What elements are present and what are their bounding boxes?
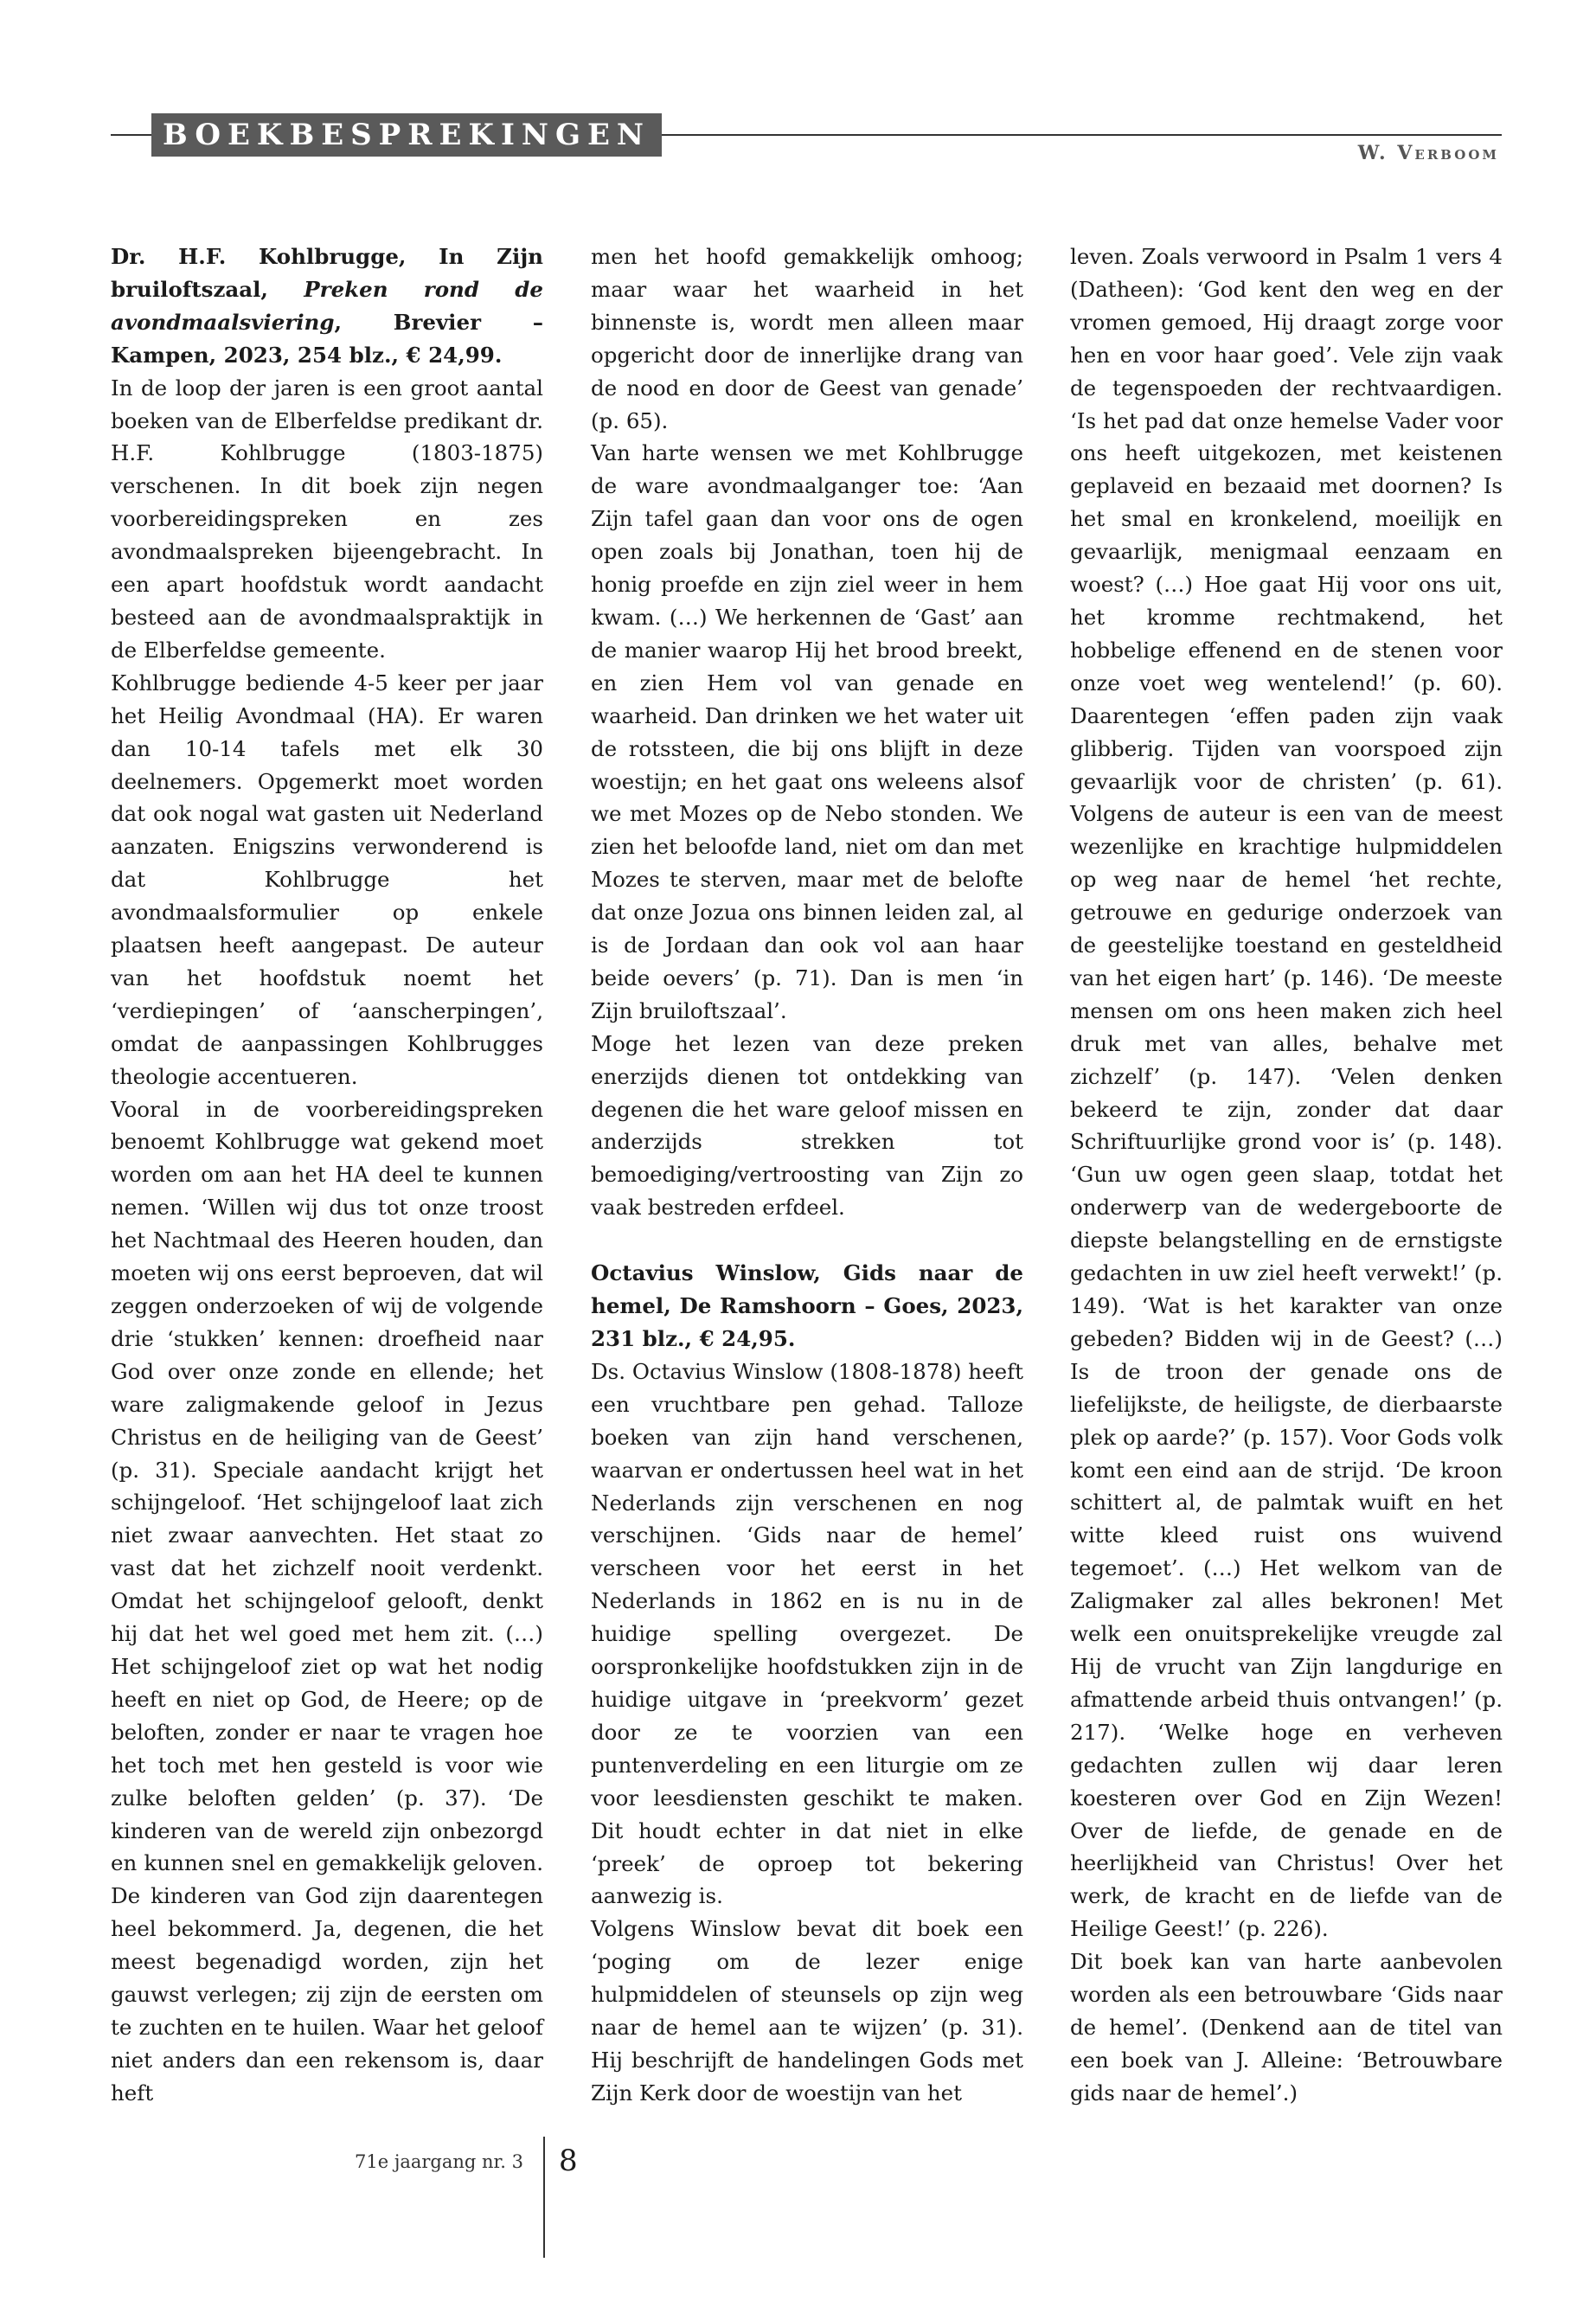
review-2-paragraph: Volgens Winslow bevat dit boek een ‘poging om de lezer enige hulpmiddelen of steunsels op zijn weg naar de hemel aan te wijzen’ (p. 31). Hij beschrijft de handelingen Gods met Zijn Kerk door de woestijn van het (591, 1916, 1023, 2106)
review-separator (591, 1224, 1023, 1257)
review-1-paragraph: men het hoofd gemakkelijk omhoog; maar waar het waarheid in het binnenste is, wordt men alleen maar opgericht door de innerlijke drang van de nood en door de Geest van genade’ (p. 65). (591, 244, 1023, 433)
footer-divider (543, 2137, 545, 2258)
author-name: W. Verboom (1357, 142, 1499, 164)
section-title: BOEKBESPREKINGEN (151, 113, 662, 157)
column-3 (1070, 240, 1503, 2110)
issue-label: 71e jaargang nr. 3 (355, 2151, 523, 2172)
review-1-title-part-1: Dr. H.F. Kohlbrugge, In Zijn bruiloftszaal, (111, 244, 543, 302)
review-2-paragraph: leven. Zoals verwoord in Psalm 1 vers 4 (Datheen): ‘God kent den weg en der vromen gemoed, Hij draagt zorge voor hen en voor haar goed’. Vele zijn vaak de tegenspoeden der rechtvaardigen. ‘Is het pad dat onze hemelse Vader voor ons heeft uitgekozen, met keistenen geplaveid en bezaaid met doornen? Is het smal en kronkelend, moeilijk en gevaarlijk, menigmaal eenzaam en woest? (…) Hoe gaat Hij voor ons uit, het kromme rechtmakend, het hobbelige effenend en de stenen voor onze voet weg wentelend!’ (p. 60). Daarentegen ‘effen paden zijn vaak glibberig. Tijden van voorspoed zijn gevaarlijk voor de christen’ (p. 61). Volgens de auteur is een van de meest wezenlijke en krachtige hulpmiddelen op weg naar de hemel ‘het rechte, getrouwe en gedurige onderzoek van de geestelijke toestand en gesteldheid van het eigen hart’ (p. 146). ‘De meeste mensen om ons heen maken zich heel druk met van alles, behalve met zichzelf’ (p. 147). ‘Velen denken bekeerd te zijn, zonder dat daar Schriftuurlijke grond voor is’ (p. 148). ‘Gun uw ogen geen slaap, totdat het onderwerp van de wedergeboorte de diepste belangstelling en de ernstigste gedachten in uw ziel heeft verwekt!’ (p. 149). ‘Wat is het karakter van onze gebeden? Bidden wij in de Geest? (…) Is de troon der genade ons de liefelijkste, de heiligste, de dierbaarste plek op aarde?’ (p. 157). Voor Gods volk komt een eind aan de strijd. ‘De kroon schittert al, de palmtak wuift en het witte kleed ruist ons wuivend tegemoet’. (…) Het welkom van de Zaligmaker zal alles bekronen! Met welk een onuitsprekelijke vreugde zal Hij de vrucht van Zijn langdurige en afmattende arbeid thuis ontvangen!’ (p. 217). ‘Welke hoge en verheven gedachten zullen wij daar leren koesteren over God en Zijn Wezen! Over de liefde, de genade en de heerlijkheid van Christus! Over het werk, de kracht en de liefde van de Heilige Geest!’ (p. 226). (1070, 244, 1503, 1942)
review-1-paragraph: In de loop der jaren is een groot aantal boeken van de Elberfeldse predikant dr. H.F. Kohlbrugge (1803-1875) verschenen. In dit boek zijn negen voorbereidingspreken en zes avondmaalspreken bijeengebracht. In een apart hoofdstuk wordt aandacht besteed aan de avondmaalspraktijk in de Elberfeldse gemeente. (111, 375, 543, 663)
review-1-paragraph: Moge het lezen van deze preken enerzijds dienen tot ontdekking van degenen die het ware geloof missen en anderzijds strekken tot bemoediging/vertroosting van Zijn zo vaak bestreden erfdeel. (591, 1030, 1023, 1221)
column-2 (591, 240, 1023, 2110)
page-number: 8 (559, 2144, 578, 2178)
review-1-paragraph: Vooral in de voorbereidingspreken benoemt Kohlbrugge wat gekend moet worden om aan het HA deel te kunnen nemen. ‘Willen wij dus tot onze troost het Nachtmaal des Heeren houden, dan moeten wij ons eerst beproeven, dat wil zeggen onderzoeken of wij de volgende drie ‘stukken’ kennen: droefheid naar God over onze zonde en ellende; het ware zaligmakende geloof in Jezus Christus en de heiliging van de Geest’ (p. 31). Speciale aandacht krijgt het schijngeloof. ‘Het schijngeloof laat zich niet zwaar aanvechten. Het staat zo vast dat het zichzelf nooit verdenkt. Omdat het schijngeloof gelooft, denkt hij dat het wel goed met hem zit. (…) Het schijngeloof ziet op wat het nodig heeft en niet op God, de Heere; op de beloften, zonder er naar te vragen hoe het toch met hen gesteld is voor wie zulke beloften gelden’ (p. 37). ‘De kinderen van de wereld zijn onbezorgd en kunnen snel en gemakkelijk geloven. De kinderen van God zijn daarentegen heel bekommerd. Ja, degenen, die het meest begenadigd worden, zijn het gauwst verlegen; zij zijn de eersten om te zuchten en te huilen. Waar het geloof niet anders dan een rekensom is, daar heft (111, 1096, 543, 2106)
review-2-paragraph: Ds. Octavius Winslow (1808-1878) heeft een vruchtbare pen gehad. Talloze boeken van zijn hand verschenen, waarvan er ondertussen heel wat in het Nederlands zijn verschenen en nog verschijnen. ‘Gids naar de hemel’ verscheen voor het eerst in het Nederlands in 1862 en is nu in de huidige spelling overgezet. De oorspronkelijke hoofdstukken zijn in de huidige uitgave in ‘preekvorm’ gezet door ze te voorzien van een puntenverdeling en een liturgie om ze voor leesdiensten geschikt te maken. Dit houdt echter in dat niet in elke ‘preek’ de oproep tot bekering aanwezig is. (591, 1358, 1023, 1909)
review-1-paragraph: Kohlbrugge bediende 4-5 keer per jaar het Heilig Avondmaal (HA). Er waren dan 10-14 tafels met elk 30 deelnemers. Opgemerkt moet worden dat ook nogal wat gasten uit Nederland aanzaten. Enigszins verwonderend is dat Kohlbrugge het avondmaalsformulier op enkele plaatsen heeft aangepast. De auteur van het hoofdstuk noemt het ‘verdiepingen’ of ‘aanscherpingen’, omdat de aanpassingen Kohlbrugges theologie accentueren. (111, 670, 543, 1089)
review-1-paragraph: Van harte wensen we met Kohlbrugge de ware avondmaalganger toe: ‘Aan Zijn tafel gaan dan voor ons de ogen open zoals bij Jonathan, toen hij de honig proefde en zijn ziel weer in hem kwam. (…) We herkennen de ‘Gast’ aan de manier waarop Hij het brood breekt, en zien Hem vol van genade en waarheid. Dan drinken we het water uit de rotssteen, die bij ons blijft in deze woestijn; en het gaat ons weleens alsof we met Mozes op de Nebo stonden. We zien het beloofde land, niet om dan met Mozes te sterven, maar met de belofte dat onze Jozua ons binnen leiden zal, al is de Jordaan dan ook vol aan haar beide oevers’ (p. 71). Dan is men ‘in Zijn bruiloftszaal’. (591, 440, 1023, 1023)
review-2-title: Octavius Winslow, Gids naar de hemel, De Ramshoorn – Goes, 2023, 231 blz., € 24,95. (591, 1260, 1023, 1351)
review-2-paragraph: Dit boek kan van harte aanbevolen worden als een betrouwbare ‘Gids naar de hemel’. (Denkend aan de titel van een boek van J. Alleine: ‘Betrouwbare gids naar de hemel’.) (1070, 1949, 1503, 2106)
review-1-title (111, 240, 543, 372)
review-1-title-part-2: , Brevier – Kampen, 2023, 254 blz., € 24,99. (111, 309, 543, 368)
review-1-subtitle: Preken rond de avondmaalsviering (111, 276, 543, 335)
column-1 (111, 240, 543, 2110)
